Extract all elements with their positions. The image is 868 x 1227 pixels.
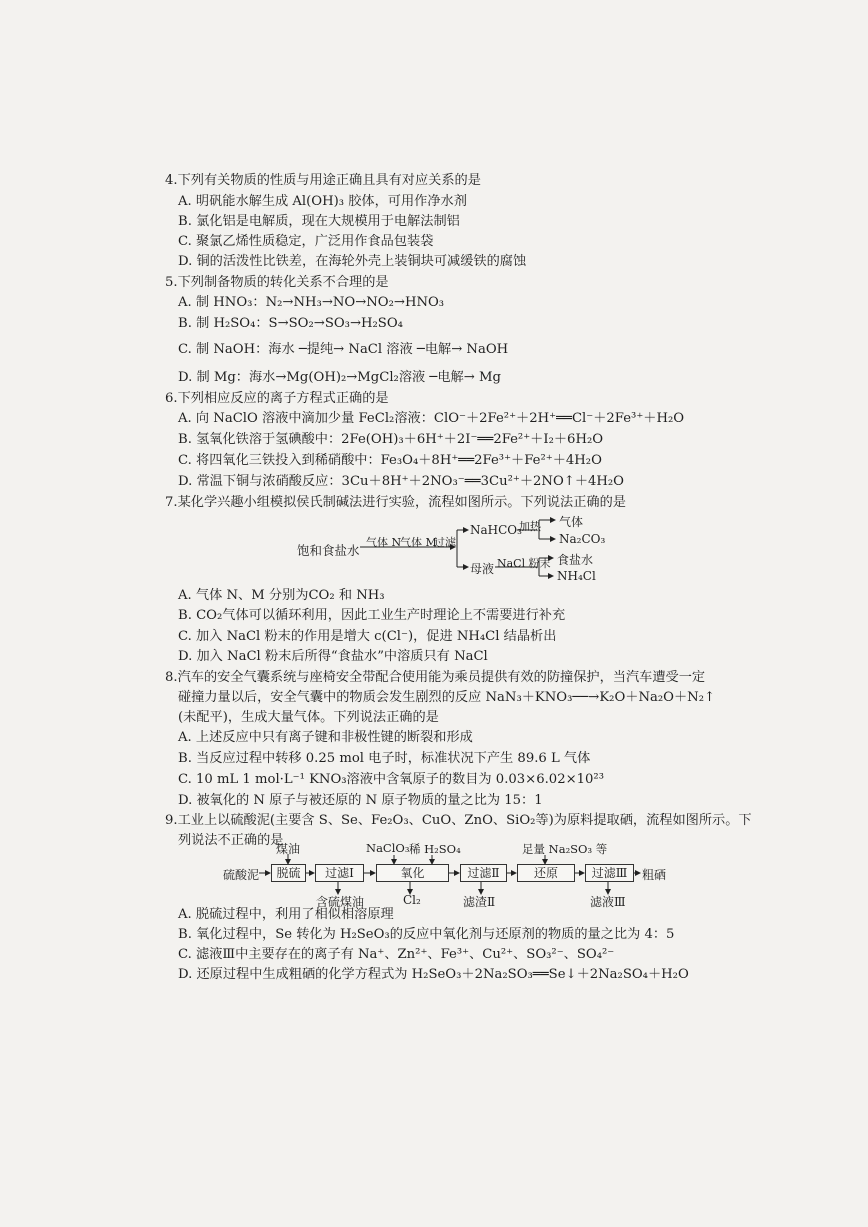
q7-filter-label: 过滤: [434, 536, 456, 549]
q9-option-d: D. 还原过程中生成粗硒的化学方程式为 H₂SeO₃＋2Na₂SO₃══Se↓＋2Na₂SO₄＋H₂O: [178, 967, 689, 982]
q8-option-d: D. 被氧化的 N 原子与被还原的 N 原子物质的量之比为 15：1: [178, 793, 543, 808]
q8-stem-line1: 8.汽车的安全气囊系统与座椅安全带配合使用能为乘员提供有效的防撞保护，当汽车遭受一定: [165, 670, 706, 685]
q7-option-b: B. CO₂气体可以循环利用，因此工业生产时理论上不需要进行补充: [178, 608, 566, 623]
q7-na2co3-label: Na₂CO₃: [559, 532, 606, 546]
q8-stem-line2: 碰撞力量以后，安全气囊中的物质会发生剧烈的反应 NaN₃＋KNO₃──→K₂O＋Na₂O＋N₂↑: [178, 690, 716, 705]
q7-option-a: A. 气体 N、M 分别为CO₂ 和 NH₃: [178, 588, 385, 603]
q7-brine-label: 食盐水: [557, 553, 594, 567]
q7-gas-label: 气体: [559, 515, 584, 529]
q6-option-c: C. 将四氧化三铁投入到稀硝酸中：Fe₃O₄＋8H⁺══2Fe³⁺＋Fe²⁺＋4H₂O: [178, 453, 602, 468]
q8-stem-line3: (未配平)，生成大量气体。下列说法正确的是: [178, 710, 439, 725]
q9-stem-line1: 9.工业上以硫酸泥(主要含 S、Se、Fe₂O₃、CuO、ZnO、SiO₂等)为原料提取硒，流程如图所示。下: [165, 813, 752, 828]
q9-desulf-box: 脱硫: [271, 864, 306, 882]
q7-stem: 7.某化学兴趣小组模拟侯氏制碱法进行实验，流程如图所示。下列说法正确的是: [165, 495, 626, 510]
q7-heat-label: 加热: [519, 520, 541, 533]
q9-cl2-label: Cl₂: [403, 893, 421, 907]
q9-sludge-label: 硫酸泥: [223, 868, 260, 882]
q9-option-c: C. 滤液Ⅲ中主要存在的离子有 Na⁺、Zn²⁺、Fe³⁺、Cu²⁺、SO₃²⁻、SO₄²⁻: [178, 947, 615, 962]
q6-option-a: A. 向 NaClO 溶液中滴加少量 FeCl₂溶液：ClO⁻＋2Fe²⁺＋2H⁺══Cl⁻＋2Fe³⁺＋H₂O: [178, 411, 685, 426]
q7-gas-m-label: 气体 M: [400, 536, 437, 549]
q7-mother-liquor-label: 母液: [470, 562, 495, 576]
q8-option-a: A. 上述反应中只有离子键和非极性键的断裂和形成: [178, 730, 473, 745]
q6-option-d: D. 常温下铜与浓硝酸反应：3Cu＋8H⁺＋2NO₃⁻══3Cu²⁺＋2NO↑＋4H₂O: [178, 474, 624, 489]
q5-option-c: C. 制 NaOH：海水 ─提纯→ NaCl 溶液 ─电解→ NaOH: [178, 342, 509, 357]
q9-crude-se-label: 粗硒: [642, 868, 667, 882]
q6-option-b: B. 氢氧化铁溶于氢碘酸中：2Fe(OH)₃＋6H⁺＋2I⁻══2Fe²⁺＋I₂＋6H₂O: [178, 432, 604, 447]
q9-oxidation-box: 氧化: [376, 864, 449, 882]
q5-stem: 5.下列制备物质的转化关系不合理的是: [165, 275, 389, 290]
q8-option-b: B. 当反应过程中转移 0.25 mol 电子时，标准状况下产生 89.6 L 气体: [178, 751, 591, 766]
q8-option-c: C. 10 mL 1 mol·L⁻¹ KNO₃溶液中含氧原子的数目为 0.03×6.02×10²³: [178, 772, 604, 787]
q5-option-a: A. 制 HNO₃：N₂→NH₃→NO→NO₂→HNO₃: [178, 295, 445, 310]
q9-option-b: B. 氧化过程中，Se 转化为 H₂SeO₃的反应中氧化剂与还原剂的物质的量之比为 4：5: [178, 927, 675, 942]
q6-stem: 6.下列相应反应的离子方程式正确的是: [165, 391, 389, 406]
q4-option-d: D. 铜的活泼性比铁差，在海轮外壳上装铜块可减缓铁的腐蚀: [178, 254, 527, 269]
q9-stem-line2: 列说法不正确的是: [178, 833, 284, 848]
q7-option-c: C. 加入 NaCl 粉末的作用是增大 c(Cl⁻)，促进 NH₄Cl 结晶析出: [178, 629, 557, 644]
q9-option-a: A. 脱硫过程中，利用了相似相溶原理: [178, 907, 394, 922]
q9-excess-na2so3-label: 足量 Na₂SO₃ 等: [522, 842, 608, 856]
q9-reduction-box: 还原: [517, 864, 575, 882]
q7-option-d: D. 加入 NaCl 粉末后所得“食盐水”中溶质只有 NaCl: [178, 649, 488, 664]
q4-option-c: C. 聚氯乙烯性质稳定，广泛用作食品包装袋: [178, 234, 434, 249]
q7-nahco3-label: NaHCO₃: [470, 523, 522, 537]
q9-filtrate3-label: 滤液Ⅲ: [590, 895, 626, 909]
q9-sulfur-kerosene-label: 含硫煤油: [316, 895, 365, 909]
q4-option-a: A. 明矾能水解生成 Al(OH)₃ 胶体，可用作净水剂: [178, 194, 467, 209]
q9-kerosene-label: 煤油: [276, 842, 301, 856]
q9-filter3-box: 过滤Ⅲ: [585, 864, 634, 882]
q7-nh4cl-label: NH₄Cl: [557, 569, 596, 583]
q9-filter1-box: 过滤Ⅰ: [315, 864, 364, 882]
q9-residue2-label: 滤渣Ⅱ: [463, 895, 496, 909]
q9-naclo3-label: NaClO₃: [366, 841, 410, 855]
q7-gas-n-label: 气体 N: [366, 536, 402, 549]
q5-option-b: B. 制 H₂SO₄：S→SO₂→SO₃→H₂SO₄: [178, 316, 403, 331]
q4-option-b: B. 氯化铝是电解质，现在大规模用于电解法制铝: [178, 214, 460, 229]
q5-option-d: D. 制 Mg：海水→Mg(OH)₂→MgCl₂溶液 ─电解→ Mg: [178, 370, 501, 385]
q9-dilute-h2so4-label: 稀 H₂SO₄: [409, 842, 461, 856]
q4-stem: 4.下列有关物质的性质与用途正确且具有对应关系的是: [165, 173, 481, 188]
q7-nacl-powder-label: NaCl 粉末: [497, 557, 551, 570]
q7-start-label: 饱和食盐水: [297, 543, 360, 558]
q9-filter2-box: 过滤Ⅱ: [460, 864, 507, 882]
